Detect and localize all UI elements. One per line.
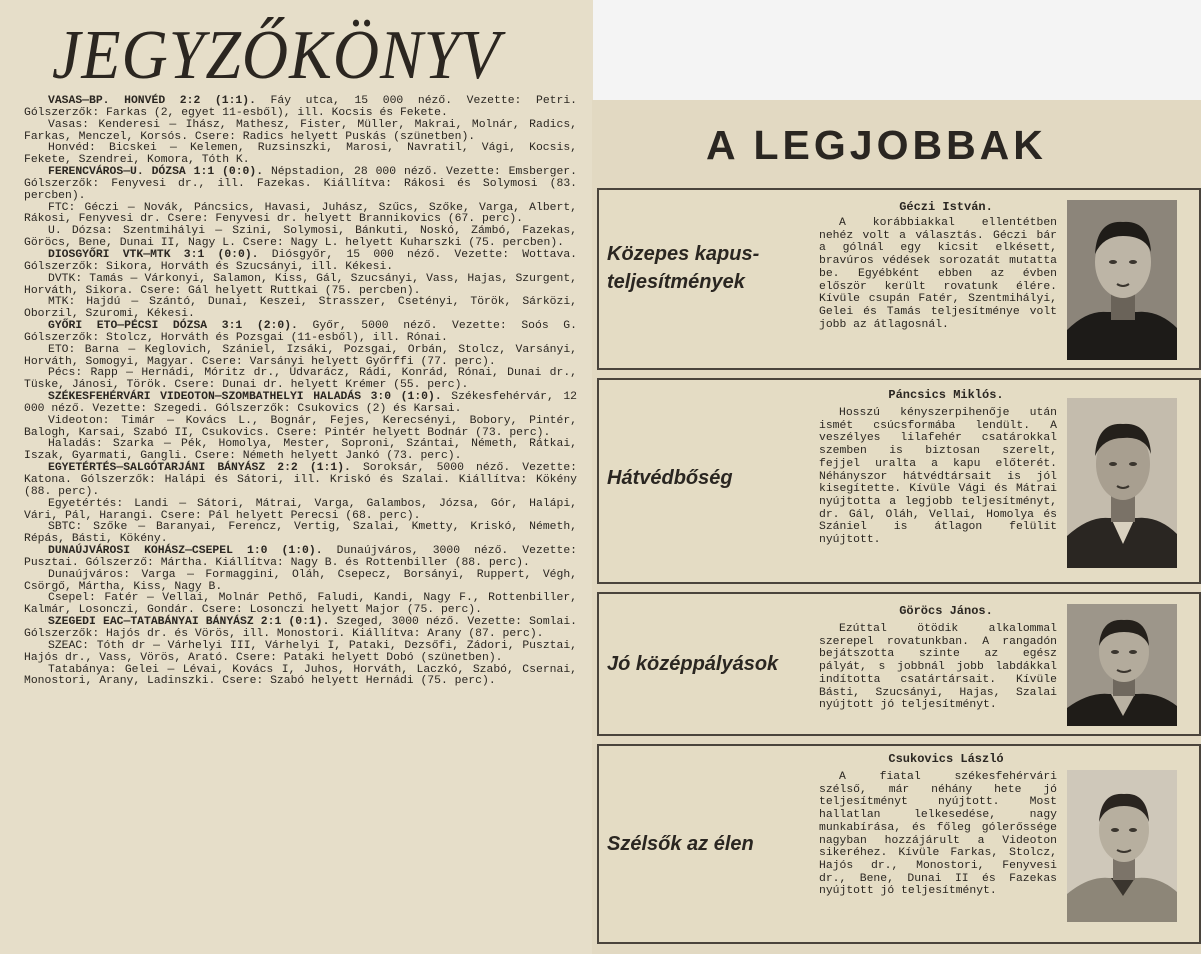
match-details: ETO: Barna — Keglovich, Szániel, Izsáki, Pozsgai, Orbán, Stolcz, Varsányi, Horváth, Somogyi, Magyar. Csere: Varsányi helyett Győrffi (77. perc). <box>24 343 577 368</box>
match-headline: DUNAÚJVÁROSI KOHÁSZ—CSEPEL 1:0 (1:0). <box>48 545 323 558</box>
match-details: Haladás: Szarka — Pék, Homolya, Mester, Soproni, Szántai, Németh, Rátkai, Iszak, Gyarmati, Gangli. Csere: Németh helyett Jankó (73. perc). <box>24 438 577 463</box>
match-details: Videoton: Timár — Kovács L., Bognár, Fejes, Kerecsényi, Bobory, Pintér, Balogh, Karsai, Szabó II, Csukovics. Csere: Pintér helyett Bodnár (73. perc). <box>24 414 577 439</box>
match-headline: SZEGEDI EAC—TATABÁNYAI BÁNYÁSZ 2:1 (0:1). <box>48 616 330 629</box>
report-paragraph <box>24 593 577 617</box>
player-description: A fiatal székesfehérvári szélső, már néhány hete jó teljesítményt nyújtott. Most hallatlan lelkesedése, nagy munkabírása, és főleg gólerőssége nagyban hozzájárult a Videoton sikeréhez. Kívüle Farkas, Stolcz, Hajós dr., Monostori, Fenyvesi dr., Bene, Dunai II és Fazekas nyújtott jó teljesítményt. <box>819 771 1057 898</box>
report-paragraph <box>24 203 577 227</box>
report-paragraph <box>24 463 577 499</box>
match-headline: FERENCVÁROS—U. DÓZSA 1:1 (0:0). <box>48 166 264 179</box>
match-headline: VASAS—BP. HONVÉD 2:2 (1:1). <box>48 95 256 107</box>
player-photo <box>1067 398 1177 568</box>
match-headline: EGYETÉRTÉS—SALGÓTARJÁNI BÁNYÁSZ 2:2 (1:1). <box>48 462 351 475</box>
match-details: U. Dózsa: Szentmihályi — Szini, Solymosi, Bánkuti, Noskó, Zámbó, Fazekas, Göröcs, Bene, Dunai II, Nagy L. Csere: Nagy L. helyett Kuharszki (75. percben). <box>24 225 577 250</box>
report-paragraph <box>24 250 577 274</box>
player-photo <box>1067 770 1177 922</box>
report-paragraph <box>24 226 577 250</box>
box-category: Jó középpályások <box>607 653 779 675</box>
match-details: Tatabánya: Gelei — Lévai, Kovács I, Juhos, Horváth, Laczkó, Szabó, Csernai, Monostori, Arany, Ladinszki. Csere: Szabó helyett Hernádi (75. perc). <box>24 663 577 688</box>
match-details: DVTK: Tamás — Várkonyi, Salamon, Kiss, Gál, Szucsányi, Vass, Hajas, Szurgent, Horváth, Sikora. Csere: Gál helyett Ruttkai (75. percben). <box>24 272 577 297</box>
report-paragraph <box>24 167 577 203</box>
player-description: Ezúttal ötödik alkalommal szerepel rovatunkban. A rangadón bejátszotta szinte az egész pályát, s jobbnál jobb labdákkal indította csatártársait. Kívüle Básti, Szucsányi, Hajas, Szalai nyújtott jó teljesítményt. <box>819 623 1057 712</box>
match-details: SBTC: Szőke — Baranyai, Ferencz, Vertig, Szalai, Kmetty, Kriskó, Németh, Répás, Básti, Kökény. <box>24 521 577 546</box>
report-paragraph <box>24 120 577 144</box>
report-paragraph <box>24 499 577 523</box>
report-paragraph <box>24 321 577 345</box>
match-details: Egyetértés: Landi — Sátori, Mátrai, Varga, Galambos, Józsa, Gór, Halápi, Vári, Pál, Harangi. Csere: Pál helyett Perecsi (68. perc). <box>24 497 577 522</box>
match-headline: GYŐRI ETO—PÉCSI DÓZSA 3:1 (2:0). <box>48 320 298 333</box>
match-headline: SZÉKESFEHÉRVÁRI VIDEOTON—SZOMBATHELYI HALADÁS 3:0 (1:0). <box>48 391 442 404</box>
box-category: Szélsők az élen <box>607 833 754 855</box>
report-paragraph <box>24 297 577 321</box>
best-box-defender <box>597 378 1201 584</box>
match-details: Népstadion, 28 000 néző. Vezette: Emsberger. Gólszerzők: Fenyvesi dr., ill. Fazekas. Kiállítva: Rákosi és Solymosi (83. percben). <box>24 166 577 202</box>
left-column <box>0 0 593 954</box>
report-paragraph <box>24 274 577 298</box>
report-paragraph <box>24 96 577 120</box>
player-photo <box>1067 604 1177 726</box>
match-details: MTK: Hajdú — Szántó, Dunai, Keszei, Strasszer, Csetényi, Török, Sárközi, Oborzil, Szuromi, Kékesi. <box>24 296 577 321</box>
report-paragraph <box>24 546 577 570</box>
match-details: Dunaújváros, 3000 néző. Vezette: Pusztai. Gólszerző: Mártha. Kiállítva: Nagy B. és Rottenbiller (88. perc). <box>24 545 577 569</box>
match-details: Pécs: Rapp — Hernádi, Móritz dr., Udvarácz, Rádi, Konrád, Rónai, Dunai dr., Tüske, Jánosi, Török. Csere: Dunai dr. helyett Krémer (55. perc). <box>24 367 577 392</box>
report-paragraph <box>24 392 577 416</box>
match-details: Csepel: Fatér — Vellai, Molnár Pethő, Faludi, Kandi, Nagy F., Rottenbiller, Kalmár, Losonczi, Gondár. Csere: Losonczi helyett Major (75. perc). <box>24 592 577 617</box>
box-category: Közepes kapus-teljesítmények <box>607 243 760 293</box>
player-name: Göröcs János. <box>899 604 993 618</box>
match-details: Diósgyőr, 15 000 néző. Vezette: Wottava. Gólszerzők: Sikora, Horváth és Szucsányi, ill. Kékesi. <box>24 248 577 273</box>
match-details: Győr, 5000 néző. Vezette: Soós G. Gólszerzők: Stolcz, Horváth és Pozsgai (11-esből), ill. Rónai. <box>24 320 577 344</box>
report-title: JEGYZŐKÖNYV <box>52 15 501 94</box>
report-paragraph <box>24 439 577 463</box>
best-title: A LEGJOBBAK <box>706 122 1047 168</box>
report-paragraph <box>24 522 577 546</box>
match-report <box>24 96 577 688</box>
best-box-winger <box>597 744 1201 944</box>
player-name: Csukovics László <box>888 752 1004 766</box>
match-details: Soroksár, 5000 néző. Vezette: Katona. Gólszerzők: Halápi és Sátori, ill. Kriskó és Szalai. Kiállítva: Kökény (88. perc). <box>24 462 577 498</box>
best-box-midfielder <box>597 592 1201 736</box>
player-description: Hosszú kényszerpihenője után ismét csúcsformába lendült. A veszélyes lilafehér csatárokkal szemben is biztosan szerelt, fejjel uralta a kapu előterét. Néhányszor hátvédtársait is jól kisegítette. Kívüle Vági és Mátrai nyújtotta a legjobb teljesítményt, dr. Gál, Oláh, Vellai, Homolya és Szániel is átlagon felülit nyújtott. <box>819 407 1057 547</box>
match-details: SZEAC: Tóth dr — Várhelyi III, Várhelyi I, Pataki, Dezsőfi, Zádori, Pusztai, Hajós dr., Vass, Vörös, Arató. Csere: Pataki helyett Dobó (szünetben). <box>24 639 577 664</box>
match-details: Fáy utca, 15 000 néző. Vezette: Petri. Gólszerzők: Farkas (2, egyet 11-esből), ill. Kocsis és Fekete. <box>24 95 577 119</box>
report-paragraph <box>24 665 577 689</box>
player-description: A korábbiakkal ellentétben nehéz volt a választás. Géczi bár a gólnál egy kicsit elkésett, bravúros védések sorozatát mutatta be. Egyébként ebben az évben először került rovatunk élére. Kívüle csupán Fatér, Szentmihályi, Gelei és Tamás teljesítménye volt jobb az átlagosnál. <box>819 217 1057 331</box>
match-details: Szeged, 3000 néző. Vezette: Somlai. Gólszerzők: Hajós dr. és Vörös, ill. Monostori. Kiállítva: Arany (87. perc). <box>24 616 577 640</box>
match-details: FTC: Géczi — Novák, Páncsics, Havasi, Juhász, Szűcs, Szőke, Varga, Albert, Rákosi, Fenyvesi dr. Csere: Fenyvesi dr. helyett Brannikovics (67. perc). <box>24 201 577 226</box>
player-name: Páncsics Miklós. <box>888 388 1004 402</box>
match-headline: DIOSGYŐRI VTK—MTK 3:1 (0:0). <box>48 248 259 261</box>
match-details: Székesfehérvár, 12 000 néző. Vezette: Szegedi. Gólszerzők: Csukovics (2) és Karsai. <box>24 391 578 415</box>
report-paragraph <box>24 143 577 167</box>
report-paragraph <box>24 416 577 440</box>
report-paragraph <box>24 345 577 369</box>
best-box-goalkeeper <box>597 188 1201 370</box>
match-details: Honvéd: Bicskei — Kelemen, Ruzsinszki, Marosi, Navratil, Vági, Kocsis, Fekete, Szendrei, Komora, Tóth K. <box>24 142 577 167</box>
player-name: Géczi István. <box>899 200 993 214</box>
report-paragraph <box>24 617 577 641</box>
match-details: Dunaújváros: Varga — Formaggini, Oláh, Csepecz, Borsányi, Ruppert, Végh, Csörgő, Mártha, Kiss, Nagy B. <box>24 568 577 593</box>
report-paragraph <box>24 368 577 392</box>
report-paragraph <box>24 570 577 594</box>
player-photo <box>1067 200 1177 360</box>
report-paragraph <box>24 641 577 665</box>
match-details: Vasas: Kenderesi — Ihász, Mathesz, Fister, Müller, Makrai, Molnár, Radics, Farkas, Menczel, Korsós. Csere: Radics helyett Puskás (szünetben). <box>24 118 577 143</box>
box-category: Hátvédbőség <box>607 467 733 489</box>
